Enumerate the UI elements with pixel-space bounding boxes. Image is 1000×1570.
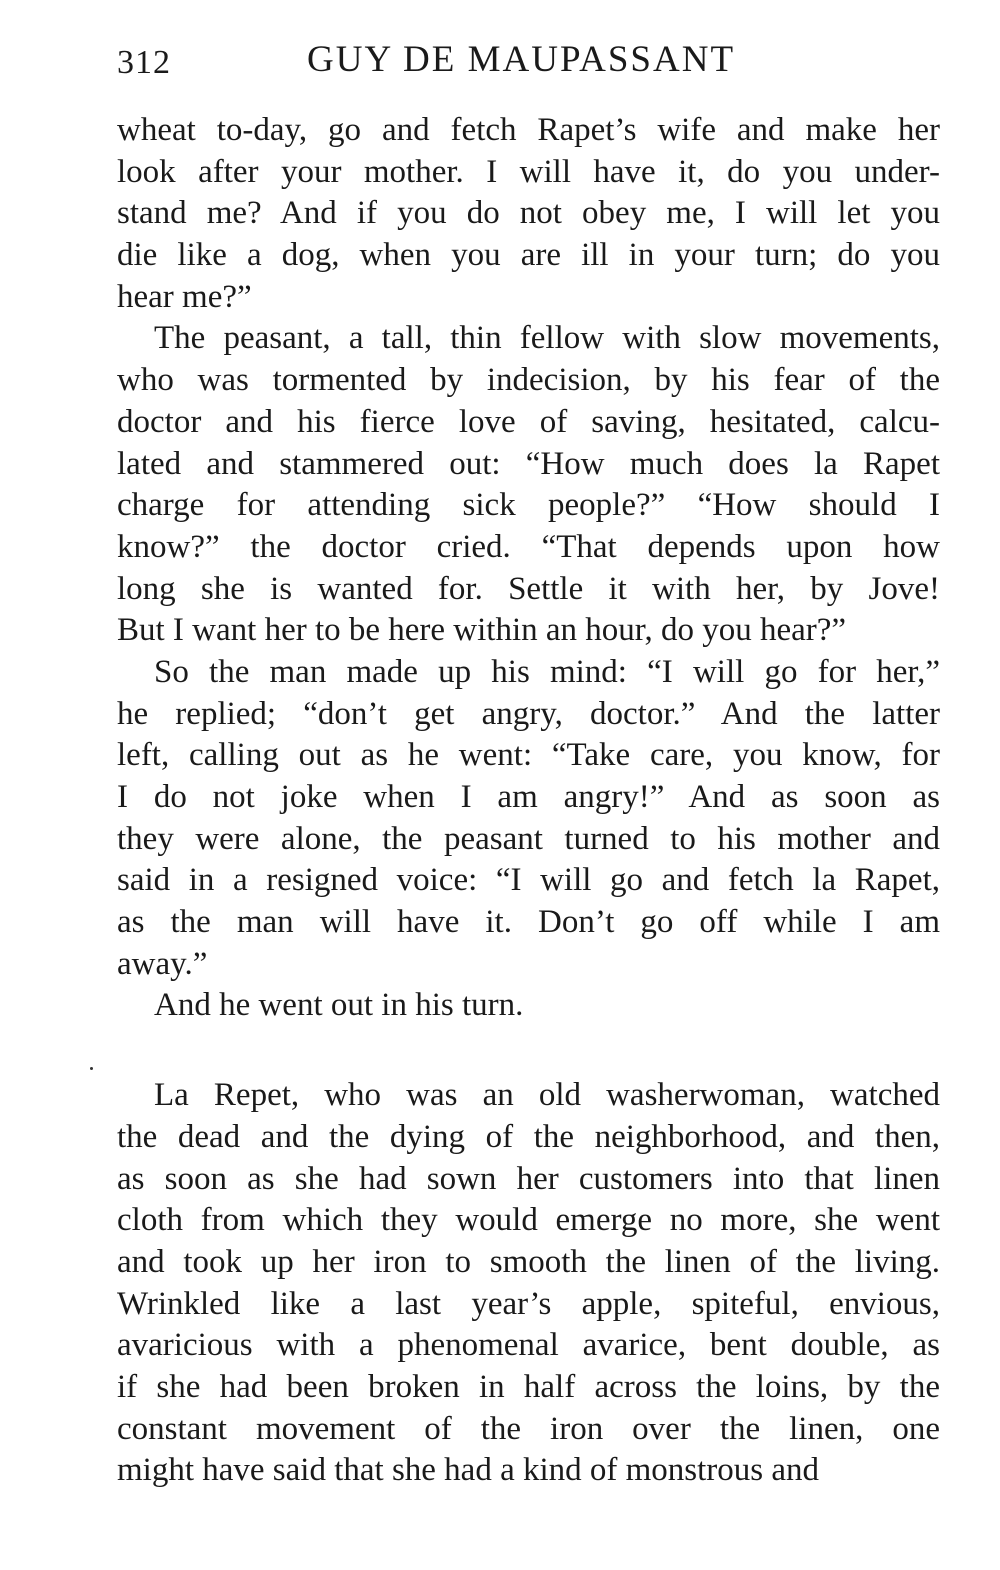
section-break [117, 1027, 940, 1075]
text-line: La Repet, who was an old washerwoman, watched [154, 1077, 940, 1114]
paragraph [117, 985, 940, 1027]
text-line: know?” the doctor cried. “That depends upon how [117, 528, 940, 565]
text-line: if she had been broken in half across the loins, by the [117, 1368, 940, 1405]
paragraph [117, 652, 940, 986]
running-title: GUY DE MAUPASSANT [307, 39, 736, 80]
text-line: as the man will have it. Don’t go off while I am [117, 904, 940, 941]
text-line: charge for attending sick people?” “How should I [117, 487, 940, 524]
text-line: the dead and the dying of the neighborhood, and then, [117, 1118, 940, 1155]
text-line: constant movement of the iron over the linen, one [117, 1410, 940, 1447]
paragraph [117, 318, 940, 652]
text-line: hear me?” [117, 278, 252, 315]
text-line: wheat to-day, go and fetch Rapet’s wife and make her [117, 112, 940, 148]
text-line: and took up her iron to smooth the linen of the living. [117, 1243, 940, 1280]
text-line: who was tormented by indecision, by his fear of the [117, 362, 940, 399]
text-line: cloth from which they would emerge no more, she went [117, 1202, 940, 1239]
text-line: doctor and his fierce love of saving, hesitated, calcu- [117, 403, 940, 440]
ink-speck [90, 1067, 93, 1070]
page-number: 312 [117, 44, 171, 81]
text-line: I do not joke when I am angry!” And as soon as [117, 779, 940, 815]
text-line: stand me? And if you do not obey me, I will let you [117, 195, 940, 232]
text-line: avaricious with a phenomenal avarice, bent double, as [117, 1327, 940, 1364]
text-line: left, calling out as he went: “Take care, you know, for [117, 737, 940, 774]
text-line: So the man made up his mind: “I will go for her,” [154, 653, 940, 690]
text-line: die like a dog, when you are ill in your turn; do you [117, 237, 940, 274]
text-line: they were alone, the peasant turned to his mother and [117, 820, 940, 857]
text-line: he replied; “don’t get angry, doctor.” And the latter [117, 695, 940, 732]
text-line: might have said that she had a kind of monstrous and [117, 1452, 820, 1489]
running-head [117, 38, 940, 88]
text-line: as soon as she had sown her customers into that linen [117, 1160, 940, 1197]
text-line: said in a resigned voice: “I will go and fetch la Rapet, [117, 862, 940, 899]
text-line: The peasant, a tall, thin fellow with slow movements, [154, 320, 940, 357]
text-line: lated and stammered out: “How much does la Rapet [117, 445, 940, 482]
text-line: And he went out in his turn. [154, 987, 524, 1024]
body-text [117, 110, 940, 1492]
paragraph [117, 110, 940, 318]
text-line: long she is wanted for. Settle it with her, by Jove! [117, 570, 940, 607]
text-line: Wrinkled like a last year’s apple, spiteful, envious, [117, 1285, 940, 1322]
text-line: away.” [117, 945, 208, 982]
text-line: But I want her to be here within an hour, do you hear?” [117, 612, 847, 649]
paragraph [117, 1075, 940, 1492]
text-line: look after your mother. I will have it, do you under- [117, 153, 940, 190]
